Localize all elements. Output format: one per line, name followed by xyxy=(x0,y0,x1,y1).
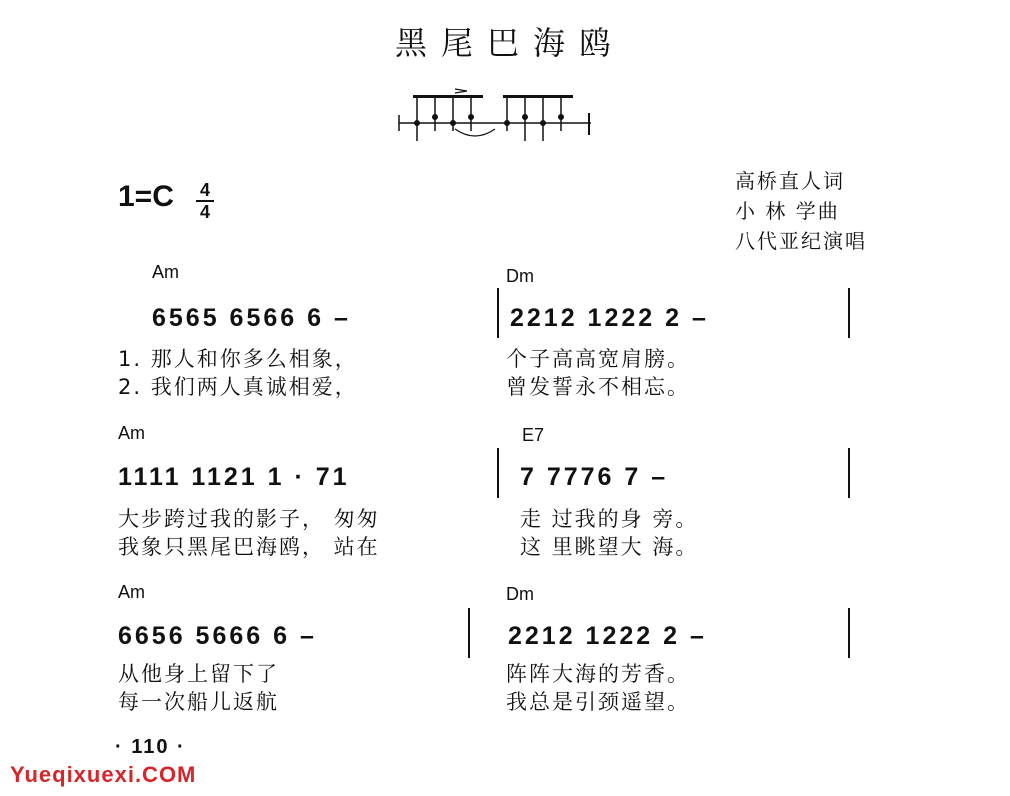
site-watermark: Yueqixuexi.COM xyxy=(10,762,197,787)
chord-label: Am xyxy=(152,262,179,282)
page-number: · 110 · xyxy=(115,736,186,758)
bar-line xyxy=(848,448,850,498)
notation-right: 2212 1222 2 – xyxy=(510,304,709,332)
key-signature: 1=C xyxy=(118,180,174,213)
lyric-verse2: 我总是引颈遥望。 xyxy=(506,690,690,714)
song-title: 黑尾巴海鸥 xyxy=(394,24,625,62)
lyric-verse1: 个子高高宽肩膀。 xyxy=(506,347,690,371)
lyric-verse2: 2. 我们两人真诚相爱， xyxy=(118,375,358,399)
chord-label: Dm xyxy=(506,266,534,286)
notation-right: 2212 1222 2 – xyxy=(508,622,707,650)
lyric-verse1: 阵阵大海的芳香。 xyxy=(506,662,690,686)
lyric-verse2: 这 里眺望大 海。 xyxy=(520,535,699,559)
bar-line xyxy=(848,608,850,658)
chord-label: Am xyxy=(118,582,145,602)
credits xyxy=(735,166,867,256)
lyric-verse1: 从他身上留下了 xyxy=(118,662,279,686)
lyric-verse1: 1. 那人和你多么相象， xyxy=(118,347,358,371)
lyric-verse2: 曾发誓永不相忘。 xyxy=(506,375,690,399)
time-signature-top: 4 xyxy=(199,180,210,200)
lyric-verse2: 我象只黑尾巴海鸥， 站在 xyxy=(118,535,380,559)
bar-line xyxy=(497,288,499,338)
singer-credit: 八代亚纪演唱 xyxy=(735,229,867,253)
chord-label: Am xyxy=(118,423,145,443)
bar-line xyxy=(848,288,850,338)
bar-line xyxy=(468,608,470,658)
time-signature xyxy=(196,180,214,222)
notation-left: 6656 5666 6 – xyxy=(118,622,317,650)
notation-left: 6565 6566 6 – xyxy=(152,304,351,332)
notation-right: 7 7776 7 – xyxy=(520,463,669,491)
chord-label: Dm xyxy=(506,584,534,604)
chord-label: E7 xyxy=(522,425,545,445)
lyric-verse1: 大步跨过我的影子， 匆匆 xyxy=(118,507,380,531)
lyric-verse2: 每一次船儿返航 xyxy=(118,690,279,714)
lyricist-credit: 高桥直人词 xyxy=(735,169,845,193)
bar-line xyxy=(497,448,499,498)
notation-left: 1111 1121 1 · 71 xyxy=(118,463,350,491)
lyric-verse1: 走 过我的身 旁。 xyxy=(520,507,699,531)
time-signature-bottom: 4 xyxy=(199,202,210,222)
rhythm-pattern-figure xyxy=(395,85,595,150)
composer-credit: 小 林 学曲 xyxy=(735,199,840,223)
